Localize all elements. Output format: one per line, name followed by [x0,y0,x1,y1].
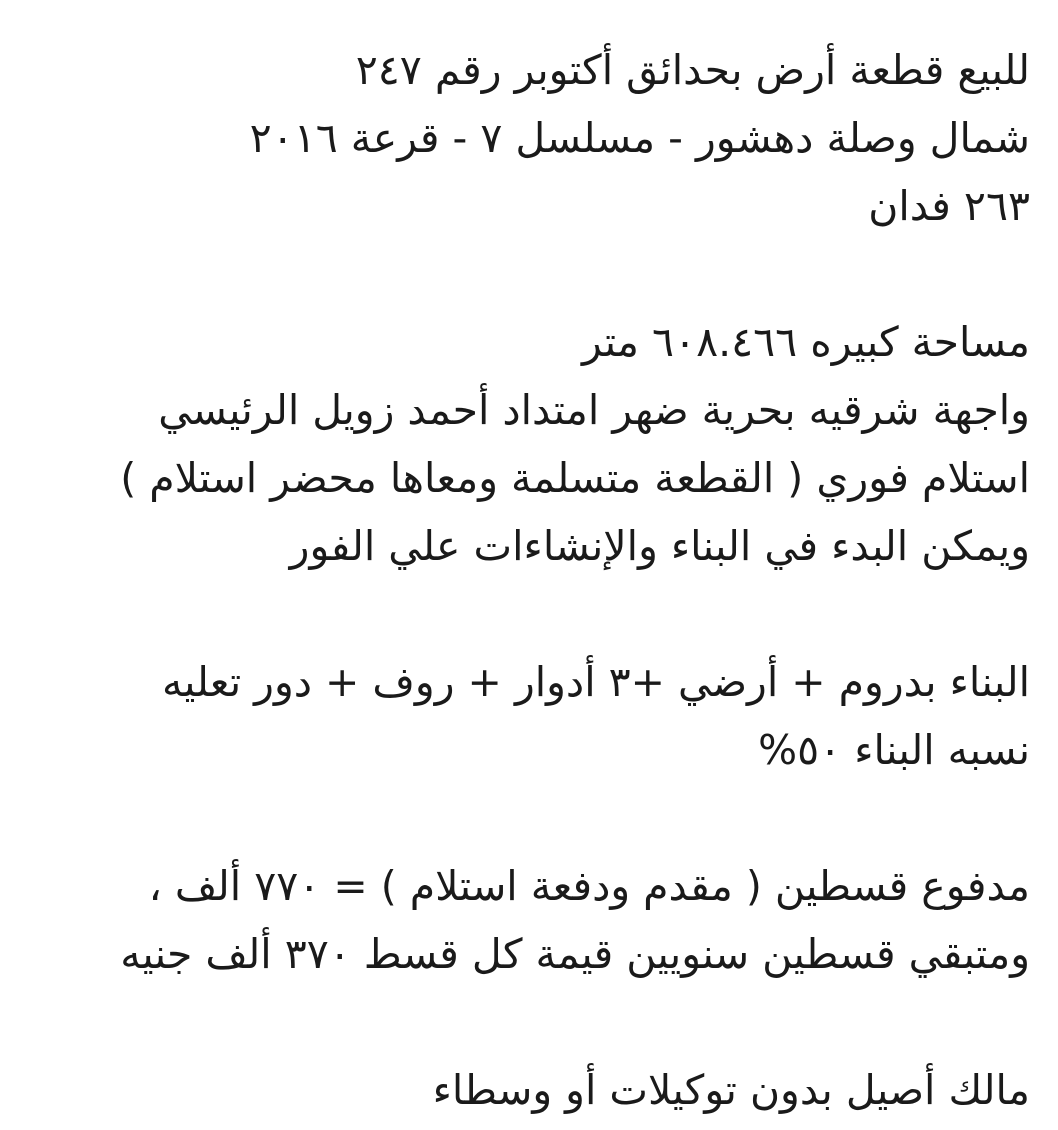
text-line: شمال وصلة دهشور - مسلسل ٧ - قرعة ٢٠١٦ [249,114,1030,162]
paragraph-spacer [20,784,1030,852]
text-line: ٢٦٣ فدان [868,182,1030,230]
text-line: البناء بدروم + أرضي +٣ أدوار + روف + دور تعليه [162,658,1030,706]
text-line: مدفوع قسطين ( مقدم ودفعة استلام ) = ٧٧٠ ألف ، [148,862,1030,910]
paragraph-plot-details [20,308,1030,580]
text-line: ويمكن البدء في البناء والإنشاءات علي الفور [289,522,1030,570]
paragraph-owner-note [20,1056,1030,1124]
paragraph-spacer [20,988,1030,1056]
text-line: نسبه البناء ٥٠% [758,726,1030,774]
text-line: مالك أصيل بدون توكيلات أو وسطاء [432,1066,1030,1114]
paragraph-plot-location [20,36,1030,240]
text-line: استلام فوري ( القطعة متسلمة ومعاها محضر استلام ) [120,454,1030,502]
paragraph-spacer [20,240,1030,308]
text-line: ومتبقي قسطين سنويين قيمة كل قسط ٣٧٠ ألف جنيه [120,930,1030,978]
paragraph-payment-terms [20,852,1030,988]
text-line: واجهة شرقيه بحرية ضهر امتداد أحمد زويل الرئيسي [158,386,1030,434]
paragraph-building-terms [20,648,1030,784]
text-line: مساحة كبيره ٦٠٨.٤٦٦ متر [582,318,1030,366]
paragraph-spacer [20,580,1030,648]
text-line: للبيع قطعة أرض بحدائق أكتوبر رقم ٢٤٧ [355,46,1030,94]
